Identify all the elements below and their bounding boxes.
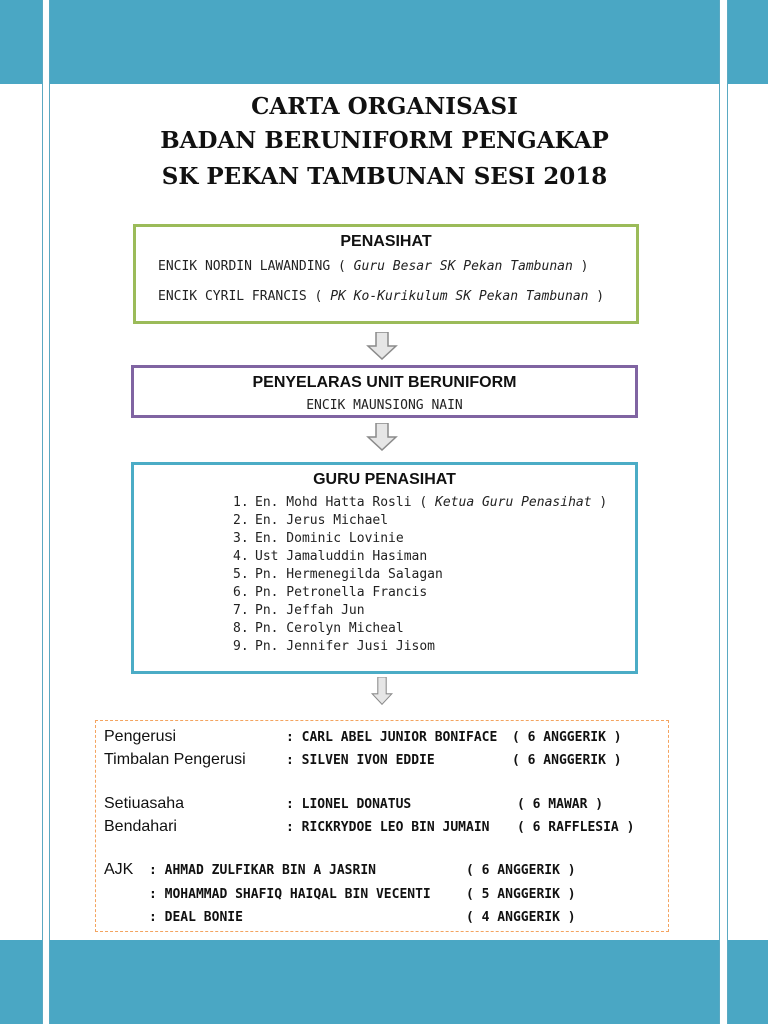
list-item-number: 6. bbox=[233, 585, 249, 600]
right-side-panel bbox=[727, 84, 768, 940]
header-band bbox=[50, 0, 719, 84]
pengerusi-name: : CARL ABEL JUNIOR BONIFACE bbox=[286, 730, 498, 745]
list-item bbox=[233, 638, 607, 656]
penyelaras-name: ENCIK MAUNSIONG NAIN bbox=[306, 398, 463, 413]
penasihat-member-2-note: PK Ko-Kurikulum SK Pekan Tambunan bbox=[330, 289, 589, 304]
penasihat-member-1 bbox=[158, 259, 588, 274]
list-item-name: Pn. Petronella Francis bbox=[255, 585, 428, 600]
penasihat-heading: PENASIHAT bbox=[340, 233, 432, 250]
pengerusi-role: Pengerusi bbox=[104, 728, 177, 745]
ajk-member-1-class: ( 6 ANGGERIK ) bbox=[466, 863, 576, 878]
list-item bbox=[233, 530, 607, 548]
page-title-line-3: SK PEKAN TAMBUNAN SESI 2018 bbox=[161, 163, 608, 190]
down-arrow-icon bbox=[366, 423, 398, 451]
setiuasaha-role: Setiuasaha bbox=[104, 795, 185, 812]
guru-penasihat-heading: GURU PENASIHAT bbox=[313, 471, 456, 488]
list-item-name: Pn. Jennifer Jusi Jisom bbox=[255, 639, 436, 654]
ajk-member-2-class: ( 5 ANGGERIK ) bbox=[466, 887, 576, 902]
setiuasaha-class: ( 6 MAWAR ) bbox=[517, 797, 604, 812]
bendahari-class: ( 6 RAFFLESIA ) bbox=[517, 820, 635, 835]
penasihat-member-1-close: ) bbox=[572, 259, 589, 274]
list-item-name: Pn. Jeffah Jun bbox=[255, 603, 365, 618]
guru-penasihat-list bbox=[233, 494, 607, 656]
page-title-line-1: CARTA ORGANISASI bbox=[251, 93, 518, 120]
down-arrow-icon bbox=[366, 332, 398, 360]
right-inner-border-line bbox=[719, 0, 720, 1024]
list-item-number: 8. bbox=[233, 621, 249, 636]
timbalan-name: : SILVEN IVON EDDIE bbox=[286, 753, 435, 768]
list-item bbox=[233, 620, 607, 638]
penasihat-box bbox=[133, 224, 639, 324]
list-item bbox=[233, 584, 607, 602]
list-item-number: 1. bbox=[233, 495, 249, 510]
ajk-label: AJK bbox=[104, 861, 134, 878]
ajk-member-3-name: : DEAL BONIE bbox=[149, 910, 243, 925]
penyelaras-heading: PENYELARAS UNIT BERUNIFORM bbox=[252, 374, 517, 391]
setiuasaha-name: : LIONEL DONATUS bbox=[286, 797, 412, 812]
penasihat-member-2 bbox=[158, 289, 604, 304]
ajk-member-2-name: : MOHAMMAD SHAFIQ HAIQAL BIN VECENTI bbox=[149, 887, 431, 902]
pengerusi-class: ( 6 ANGGERIK ) bbox=[512, 730, 622, 745]
penasihat-member-2-name: ENCIK CYRIL FRANCIS ( bbox=[158, 289, 331, 304]
penasihat-member-1-note: Guru Besar SK Pekan Tambunan bbox=[353, 259, 573, 274]
penyelaras-box bbox=[131, 365, 638, 418]
list-item-name: Pn. Hermenegilda Salagan bbox=[255, 567, 443, 582]
list-item-name: Pn. Cerolyn Micheal bbox=[255, 621, 404, 636]
list-item-number: 7. bbox=[233, 603, 249, 618]
list-item bbox=[233, 602, 607, 620]
penasihat-member-2-close: ) bbox=[588, 289, 605, 304]
list-item bbox=[233, 548, 607, 566]
bendahari-role: Bendahari bbox=[104, 818, 177, 835]
page-title-line-2: BADAN BERUNIFORM PENGAKAP bbox=[160, 127, 609, 154]
timbalan-class: ( 6 ANGGERIK ) bbox=[512, 753, 622, 768]
list-item-note: Ketua Guru Penasihat bbox=[435, 495, 592, 510]
timbalan-role: Timbalan Pengerusi bbox=[104, 751, 246, 768]
left-border-line bbox=[42, 0, 43, 1024]
list-item-name: En. Dominic Lovinie bbox=[255, 531, 404, 546]
list-item-name: En. Jerus Michael bbox=[255, 513, 389, 528]
right-border-line bbox=[727, 0, 728, 1024]
list-item-number: 3. bbox=[233, 531, 249, 546]
list-item-number: 9. bbox=[233, 639, 249, 654]
list-item bbox=[233, 494, 607, 512]
bendahari-name: : RICKRYDOE LEO BIN JUMAIN bbox=[286, 820, 490, 835]
ajk-member-1-name: : AHMAD ZULFIKAR BIN A JASRIN bbox=[149, 863, 376, 878]
list-item bbox=[233, 566, 607, 584]
list-item-number: 4. bbox=[233, 549, 249, 564]
footer-band bbox=[50, 940, 719, 1024]
list-item-number: 5. bbox=[233, 567, 249, 582]
list-item bbox=[233, 512, 607, 530]
list-item-name: Ust Jamaluddin Hasiman bbox=[255, 549, 428, 564]
list-item-number: 2. bbox=[233, 513, 249, 528]
ajk-member-3-class: ( 4 ANGGERIK ) bbox=[466, 910, 576, 925]
left-side-panel bbox=[0, 84, 42, 940]
list-item-name: En. Mohd Hatta Rosli ( bbox=[255, 495, 436, 510]
down-arrow-icon bbox=[366, 677, 398, 705]
penasihat-member-1-name: ENCIK NORDIN LAWANDING ( bbox=[158, 259, 354, 274]
list-item-close: ) bbox=[591, 495, 608, 510]
